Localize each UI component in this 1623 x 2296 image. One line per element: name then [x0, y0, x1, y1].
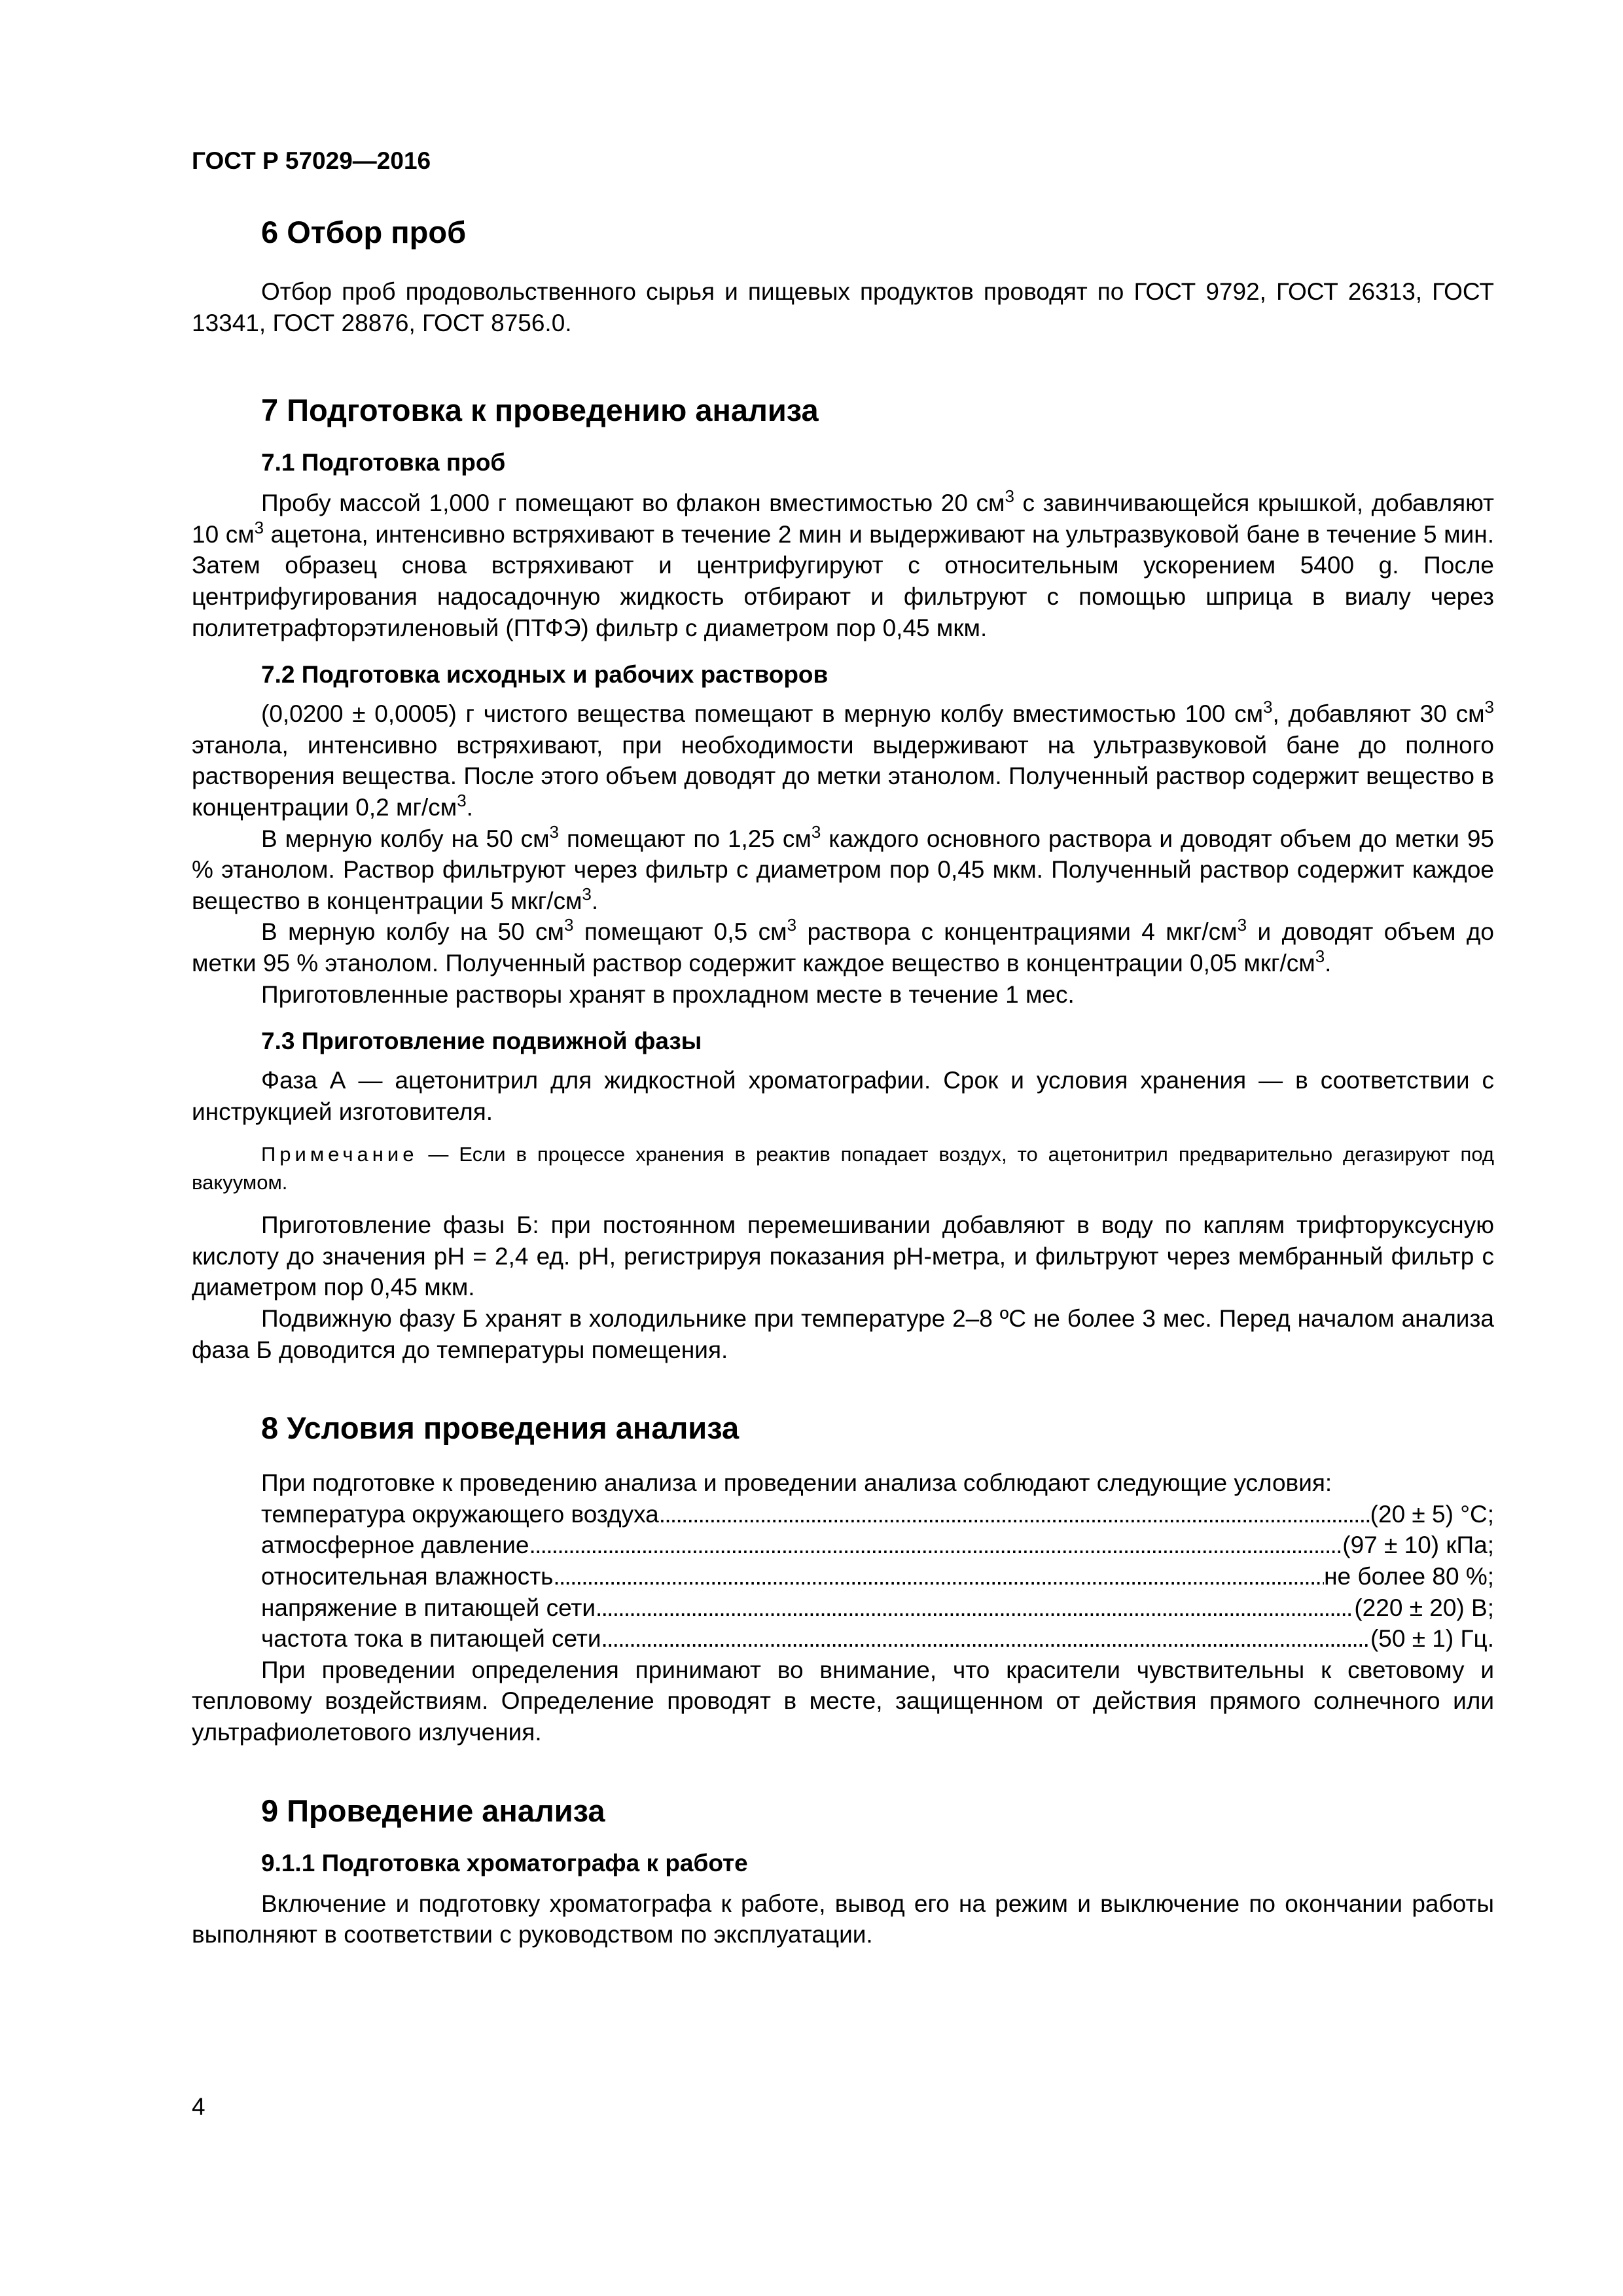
section-7-2-paragraph-2: В мерную колбу на 50 $см^3$ помещают по 1,25 $см^3$ каждого основного раствора и доводят объем до метки 95 % этанолом. Раствор фильтруют через фильтр с диаметром пор 0,45 мкм. Полученный раствор содержит каждое вещество в концентрации 5 мкг/$см^3$.	[192, 821, 1495, 914]
leader-dots	[553, 1561, 1324, 1592]
condition-label: атмосферное давление	[261, 1532, 529, 1559]
section-8-intro: При подготовке к проведению анализа и проведении анализа соблюдают следующие условия:	[261, 1469, 1332, 1497]
leader-dots	[596, 1592, 1354, 1624]
condition-label: напряжение в питающей сети	[261, 1594, 596, 1621]
condition-value: (97 ± 10) кПа;	[1342, 1532, 1494, 1559]
condition-value: (220 ± 20) В;	[1354, 1594, 1494, 1621]
section-7-3-title: 7.3 Приготовление подвижной фазы	[261, 1028, 702, 1055]
section-7-2-title: 7.2 Подготовка исходных и рабочих растворов	[261, 661, 829, 689]
section-7-3-paragraph-1: Фаза А — ацетонитрил для жидкостной хроматографии. Срок и условия хранения — в соответствии с инструкцией изготовителя.	[192, 1067, 1494, 1125]
leader-dots	[529, 1530, 1343, 1561]
section-7-title: 7 Подготовка к проведению анализа	[261, 393, 819, 428]
condition-value: (50 ± 1) Гц.	[1370, 1625, 1494, 1653]
document-body	[192, 213, 1494, 1950]
note	[192, 1140, 1494, 1196]
condition-value: (20 ± 5) °С;	[1370, 1500, 1494, 1528]
section-7-2-paragraph-3: В мерную колбу на 50 $см^3$ помещают 0,5 $см^3$ раствора с концентрациями 4 мкг/$см^3$ и доводят объем до метки 95 % этанолом. Полученный раствор содержит каждое вещество в концентрации 0,05 мкг/$см^3$.	[192, 915, 1494, 977]
section-6-title: 6 Отбор проб	[261, 215, 467, 249]
note-text: — Если в процессе хранения в реактив попадает воздух, то ацетонитрил предварительно дегазируют под вакуумом.	[192, 1143, 1494, 1194]
section-7-1-title: 7.1 Подготовка проб	[261, 449, 506, 476]
note-label: Примечание	[261, 1143, 418, 1166]
section-7-2-paragraph-4: Приготовленные растворы хранят в прохладном месте в течение 1 мес.	[261, 980, 1075, 1008]
leader-dots	[659, 1499, 1370, 1530]
condition-row	[192, 1561, 1494, 1592]
section-8-paragraph-2: При проведении определения принимают во внимание, что красители чувствительны к световому и тепловому воздействиям. Определение проводят в месте, защищенном от действия прямого солнечного или ультрафиолетового излучения.	[192, 1656, 1494, 1746]
document-header: ГОСТ Р 57029—2016	[192, 147, 431, 174]
condition-label: температура окружающего воздуха	[261, 1500, 659, 1528]
condition-label: относительная влажность	[261, 1563, 554, 1590]
section-9-1-1-title: 9.1.1 Подготовка хроматографа к работе	[261, 1849, 748, 1876]
conditions-list	[192, 1499, 1494, 1655]
section-7-3-paragraph-2: Приготовление фазы Б: при постоянном перемешивании добавляют в воду по каплям трифторуксусную кислоту до значения рН = 2,4 ед. рН, регистрируя показания рН-метра, и фильтруют через мембранный фильтр с диаметром пор 0,45 мкм.	[192, 1211, 1494, 1301]
section-6-paragraph: Отбор проб продовольственного сырья и пищевых продуктов проводят по ГОСТ 9792, ГОСТ 26313, ГОСТ 13341, ГОСТ 28876, ГОСТ 8756.0.	[192, 278, 1494, 336]
condition-row	[192, 1592, 1494, 1624]
section-7-1-paragraph: Пробу массой 1,000 г помещают во флакон вместимостью 20 $см^3$ с завинчивающейся крышкой, добавляют 10 $см^3$ ацетона, интенсивно встряхивают в течение 2 мин и выдерживают на ультразвуковой бане в течение 5 мин. Затем образец снова встряхивают и центрифугируют с относительным ускорением 5400 g. После центрифугирования надосадочную жидкость отбирают и фильтруют с помощью шприца в виалу через политетрафторэтиленовый (ПТФЭ) фильтр с диаметром пор 0,45 мкм.	[192, 486, 1495, 641]
section-9-title: 9 Проведение анализа	[261, 1793, 605, 1828]
condition-value: не более 80 %;	[1324, 1563, 1494, 1590]
leader-dots	[601, 1623, 1370, 1655]
condition-label: частота тока в питающей сети	[261, 1625, 601, 1653]
section-7-3-paragraph-3: Подвижную фазу Б хранят в холодильнике при температуре 2–8 ºС не более 3 мес. Перед началом анализа фаза Б доводится до температуры помещения.	[192, 1305, 1494, 1363]
condition-row	[192, 1499, 1494, 1530]
condition-row	[192, 1623, 1494, 1655]
section-9-paragraph: Включение и подготовку хроматографа к работе, вывод его на режим и выключение по окончании работы выполняют в соответствии с руководством по эксплуатации.	[192, 1890, 1494, 1948]
section-7-2-paragraph-1: (0,0200 ± 0,0005) г чистого вещества помещают в мерную колбу вместимостью 100 $см^3$, добавляют 30 $см^3$ этанола, интенсивно встряхивают, при необходимости выдерживают на ультразвуковой бане до полного растворения вещества. После этого объем доводят до метки этанолом. Полученный раствор содержит вещество в концентрации 0,2 $мг/см^3$.	[192, 697, 1494, 821]
condition-row	[192, 1530, 1494, 1561]
section-8-title: 8 Условия проведения анализа	[261, 1410, 740, 1446]
page-number: 4	[192, 2093, 205, 2120]
